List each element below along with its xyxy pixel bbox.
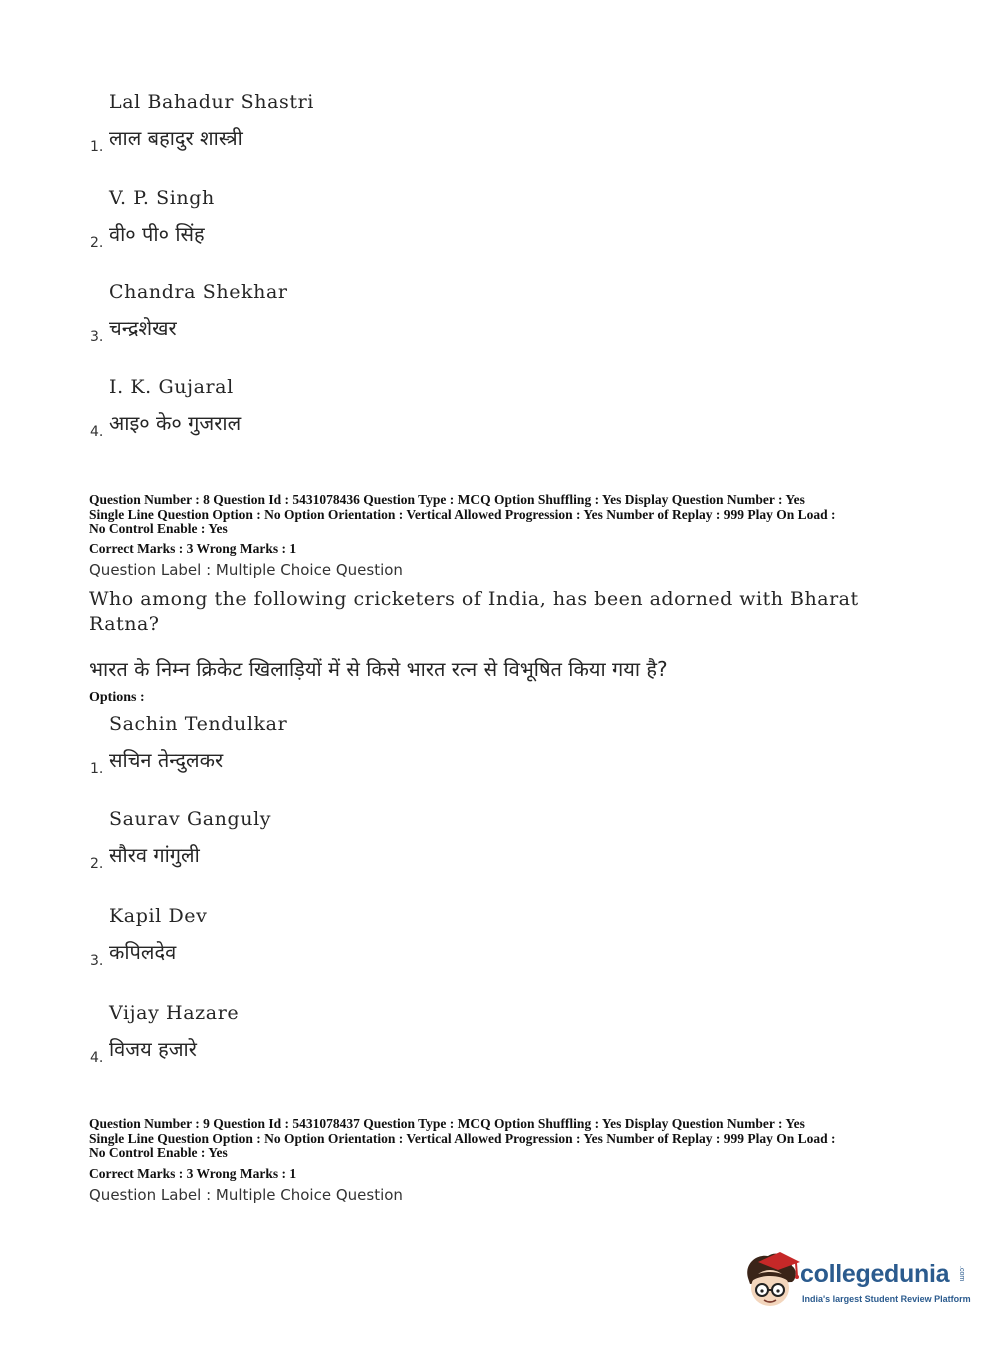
option-text-hi: सौरव गांगुली bbox=[109, 843, 200, 867]
q8-meta-line: Single Line Question Option : No Option Orientation : Vertical Allowed Progression : Yes Number of Replay : 999 Play On Load : bbox=[89, 506, 836, 522]
q9-meta-line: Single Line Question Option : No Option Orientation : Vertical Allowed Progression : Yes Number of Replay : 999 Play On Load : bbox=[89, 1130, 836, 1146]
option-number: 4. bbox=[90, 424, 104, 440]
option-number: 1. bbox=[90, 761, 104, 777]
option-text-hi: वी० पी० सिंह bbox=[109, 222, 205, 246]
option-number: 3. bbox=[90, 329, 104, 345]
option-text-en: I. K. Gujaral bbox=[109, 376, 234, 398]
option-number: 2. bbox=[90, 856, 104, 872]
option-number: 3. bbox=[90, 953, 104, 969]
q8-option-3[interactable] bbox=[88, 905, 788, 985]
q8-question-text-hi: भारत के निम्न क्रिकेट खिलाड़ियों में से किसे भारत रत्न से विभूषित किया गया है? bbox=[89, 657, 668, 681]
q7-option-3[interactable] bbox=[88, 281, 788, 361]
option-text-en: Sachin Tendulkar bbox=[109, 713, 288, 735]
logo-domain: .com bbox=[958, 1266, 965, 1282]
q8-option-1[interactable] bbox=[88, 713, 788, 793]
option-text-hi: चन्द्रशेखर bbox=[109, 316, 177, 340]
option-number: 1. bbox=[90, 139, 104, 155]
q8-option-2[interactable] bbox=[88, 808, 788, 888]
q7-option-2[interactable] bbox=[88, 187, 788, 267]
q8-question-text-en: Who among the following cricketers of India, has been adorned with Bharat Ratna? bbox=[89, 588, 859, 635]
option-text-en: Kapil Dev bbox=[109, 905, 208, 927]
option-text-en: Vijay Hazare bbox=[109, 1002, 240, 1024]
option-text-en: V. P. Singh bbox=[109, 187, 215, 209]
option-text-hi: कपिलदेव bbox=[109, 940, 177, 964]
logo-tagline: India's largest Student Review Platform bbox=[802, 1294, 971, 1304]
option-text-hi: आइ० के० गुजराल bbox=[109, 411, 242, 435]
option-text-en: Lal Bahadur Shastri bbox=[109, 91, 314, 113]
q9-meta-line: Question Number : 9 Question Id : 5431078437 Question Type : MCQ Option Shuffling : Yes Display Question Number : Yes bbox=[89, 1116, 805, 1131]
q9-meta-line: No Control Enable : Yes bbox=[89, 1145, 228, 1160]
q7-option-4[interactable] bbox=[88, 376, 788, 456]
option-text-hi: विजय हजारे bbox=[109, 1037, 197, 1061]
q9-question-label: Question Label : Multiple Choice Question bbox=[89, 1186, 403, 1204]
q8-marks: Correct Marks : 3 Wrong Marks : 1 bbox=[89, 541, 297, 556]
q8-options-label: Options : bbox=[89, 690, 145, 705]
q8-option-4[interactable] bbox=[88, 1002, 788, 1082]
q8-meta-line: Question Number : 8 Question Id : 5431078436 Question Type : MCQ Option Shuffling : Yes Display Question Number : Yes bbox=[89, 492, 805, 507]
q8-meta-line: No Control Enable : Yes bbox=[89, 521, 228, 536]
q9-marks: Correct Marks : 3 Wrong Marks : 1 bbox=[89, 1166, 297, 1181]
option-text-en: Chandra Shekhar bbox=[109, 281, 288, 303]
mascot-icon bbox=[740, 1248, 800, 1318]
option-text-hi: लाल बहादुर शास्त्री bbox=[109, 126, 243, 150]
option-text-hi: सचिन तेन्दुलकर bbox=[109, 748, 224, 772]
collegedunia-logo[interactable] bbox=[740, 1248, 970, 1318]
option-number: 4. bbox=[90, 1050, 104, 1066]
q7-option-1[interactable] bbox=[88, 91, 788, 171]
option-number: 2. bbox=[90, 235, 104, 251]
q9-meta bbox=[89, 1117, 929, 1161]
logo-brand: collegedunia bbox=[800, 1260, 950, 1288]
q8-meta bbox=[89, 493, 929, 537]
q8-question-label: Question Label : Multiple Choice Question bbox=[89, 561, 403, 579]
option-text-en: Saurav Ganguly bbox=[109, 808, 272, 830]
